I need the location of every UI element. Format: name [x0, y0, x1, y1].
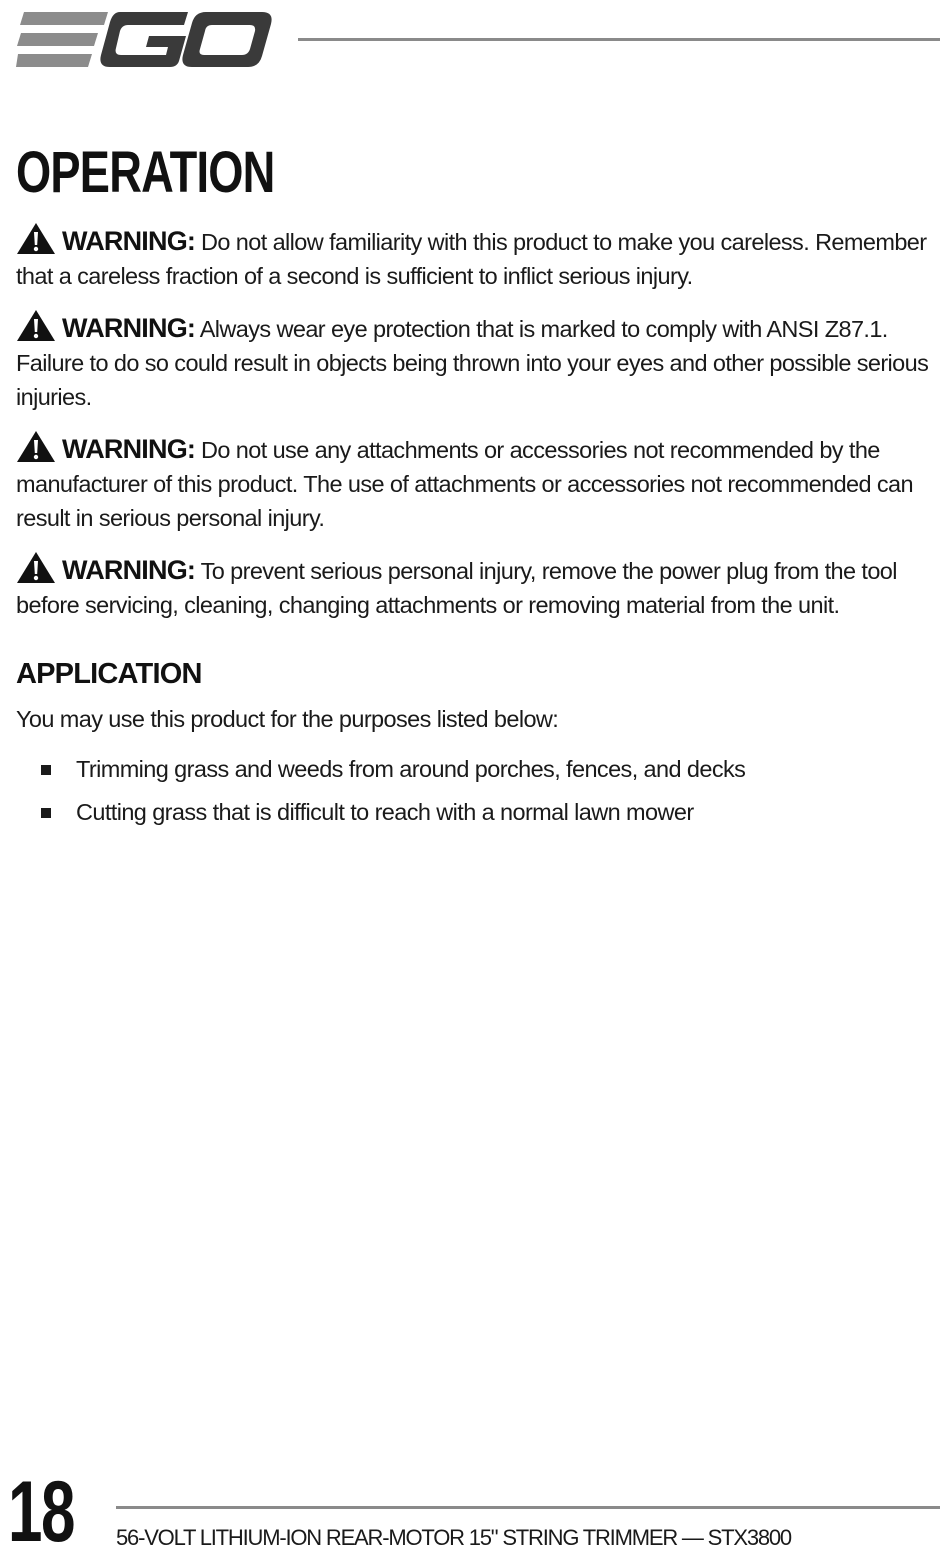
application-list [16, 748, 940, 834]
warning-triangle-icon [16, 551, 56, 584]
ego-logo [16, 12, 272, 68]
warning-text: To prevent serious personal injury, remove the power plug from the tool before servicing, cleaning, changing attachments or removing material from the unit. [16, 558, 897, 618]
warning-triangle-icon [16, 309, 56, 342]
warning-text: Do not allow familiarity with this product to make you careless. Remember that a careless fraction of a second is sufficient to inflict serious injury. [16, 229, 927, 289]
footer-product-title: 56-VOLT LITHIUM-ION REAR-MOTOR 15" STRING TRIMMER — STX3800 [116, 1525, 791, 1550]
warning-text: Always wear eye protection that is marked to comply with ANSI Z87.1. Failure to do so could result in objects being thrown into your eyes and other possible serious injuries. [16, 316, 929, 410]
list-item-text: Cutting grass that is difficult to reach with a normal lawn mower [76, 799, 694, 825]
warning-paragraph [16, 551, 940, 622]
warning-label: WARNING: [62, 555, 196, 585]
page-header [0, 0, 950, 80]
warning-triangle-icon [16, 222, 56, 255]
warning-triangle-icon [16, 430, 56, 463]
list-item [16, 748, 940, 791]
warning-paragraph [16, 222, 940, 293]
application-intro: You may use this product for the purposes listed below: [16, 706, 559, 732]
application-heading: APPLICATION [16, 658, 202, 690]
bullet-square-icon [41, 808, 51, 818]
page-content [16, 222, 940, 834]
bullet-square-icon [41, 765, 51, 775]
page-number: 18 [8, 1464, 75, 1560]
warning-label: WARNING: [62, 226, 196, 256]
footer-divider [116, 1506, 940, 1509]
warning-label: WARNING: [62, 313, 196, 343]
warning-paragraph [16, 430, 940, 535]
warning-paragraph [16, 309, 940, 414]
warning-label: WARNING: [62, 434, 196, 464]
header-divider [298, 38, 940, 41]
list-item [16, 791, 940, 834]
list-item-text: Trimming grass and weeds from around porches, fences, and decks [76, 756, 746, 782]
warning-text: Do not use any attachments or accessories not recommended by the manufacturer of this product. The use of attachments or accessories not recommended can result in serious personal injury. [16, 437, 913, 531]
page-title: OPERATION [16, 140, 275, 205]
